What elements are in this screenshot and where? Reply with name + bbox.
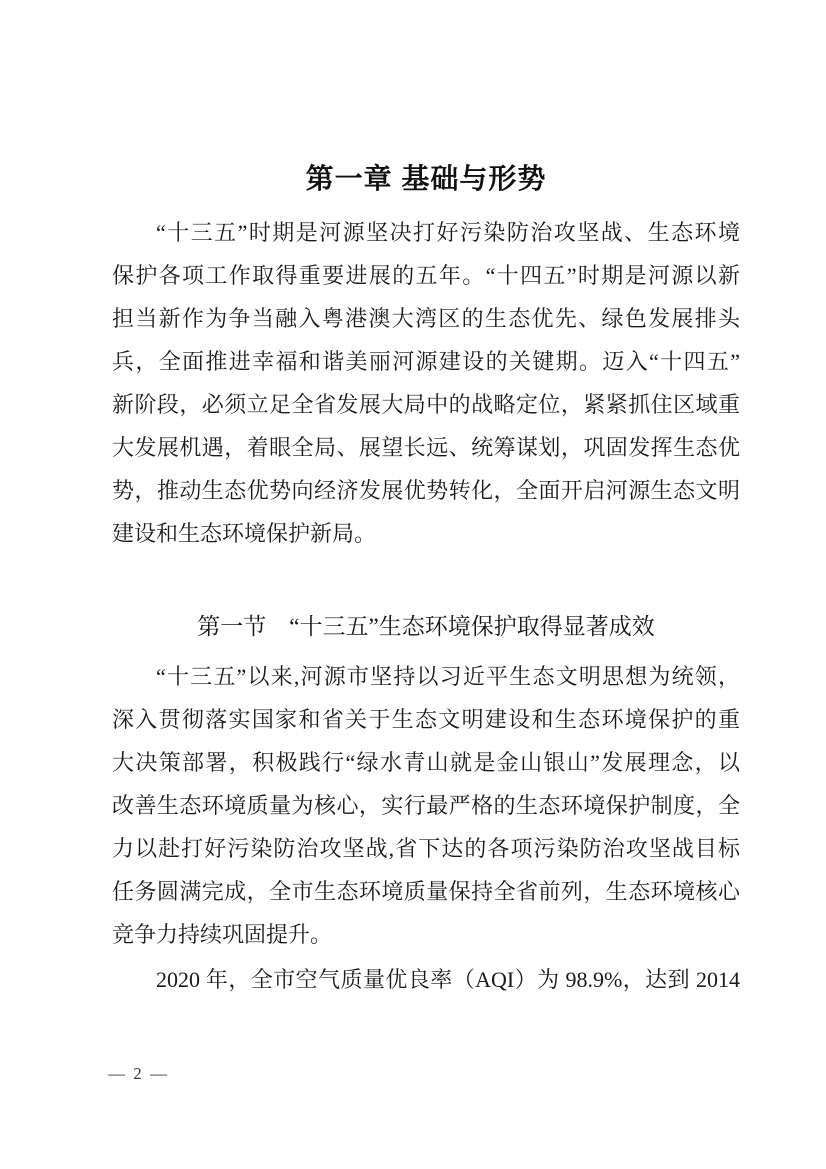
text-line: “十三五”以来,河源市坚持以习近平生态文明思想为统领， bbox=[156, 664, 740, 689]
chapter-title: 第一章 基础与形势 bbox=[305, 163, 547, 194]
section-title: 第一节 “十三五”生态环境保护取得显著成效 bbox=[197, 614, 655, 639]
text-line: 深入贯彻落实国家和省关于生态文明建设和生态环境保护的重 bbox=[112, 707, 740, 732]
text-line: 大决策部署，积极践行“绿水青山就是金山银山”发展理念，以 bbox=[112, 750, 741, 775]
text-line: 保护各项工作取得重要进展的五年。“十四五”时期是河源以新 bbox=[112, 263, 740, 288]
text-line: 任务圆满完成，全市生态环境质量保持全省前列，生态环境核心 bbox=[112, 879, 740, 904]
paragraph-1 bbox=[112, 211, 740, 555]
text-line: 新阶段，必须立足全省发展大局中的战略定位，紧紧抓住区域重 bbox=[112, 392, 740, 417]
text-line: 兵，全面推进幸福和谐美丽河源建设的关键期。迈入“十四五” bbox=[112, 349, 740, 374]
text-line: 竞争力持续巩固提升。 bbox=[112, 922, 333, 947]
text-line: “十三五”时期是河源坚决打好污染防治攻坚战、生态环境 bbox=[156, 220, 740, 245]
page-number-footer: — 2 — bbox=[108, 1064, 169, 1083]
paragraph-2 bbox=[112, 655, 740, 956]
text-line: 势，推动生态优势向经济发展优势转化，全面开启河源生态文明 bbox=[112, 478, 740, 503]
text-line: 2020 年，全市空气质量优良率（AQI）为 98.9%，达到 2014 bbox=[156, 967, 740, 992]
text-line: 改善生态环境质量为核心，实行最严格的生态环境保护制度，全 bbox=[112, 793, 740, 818]
text-line: 大发展机遇，着眼全局、展望长远、统筹谋划，巩固发挥生态优 bbox=[112, 435, 740, 460]
text-line: 建设和生态环境保护新局。 bbox=[112, 521, 377, 546]
paragraph-3 bbox=[112, 958, 740, 1001]
text-line: 力以赴打好污染防治攻坚战,省下达的各项污染防治攻坚战目标 bbox=[112, 836, 740, 861]
text-line: 担当新作为争当融入粤港澳大湾区的生态优先、绿色发展排头 bbox=[112, 306, 740, 331]
